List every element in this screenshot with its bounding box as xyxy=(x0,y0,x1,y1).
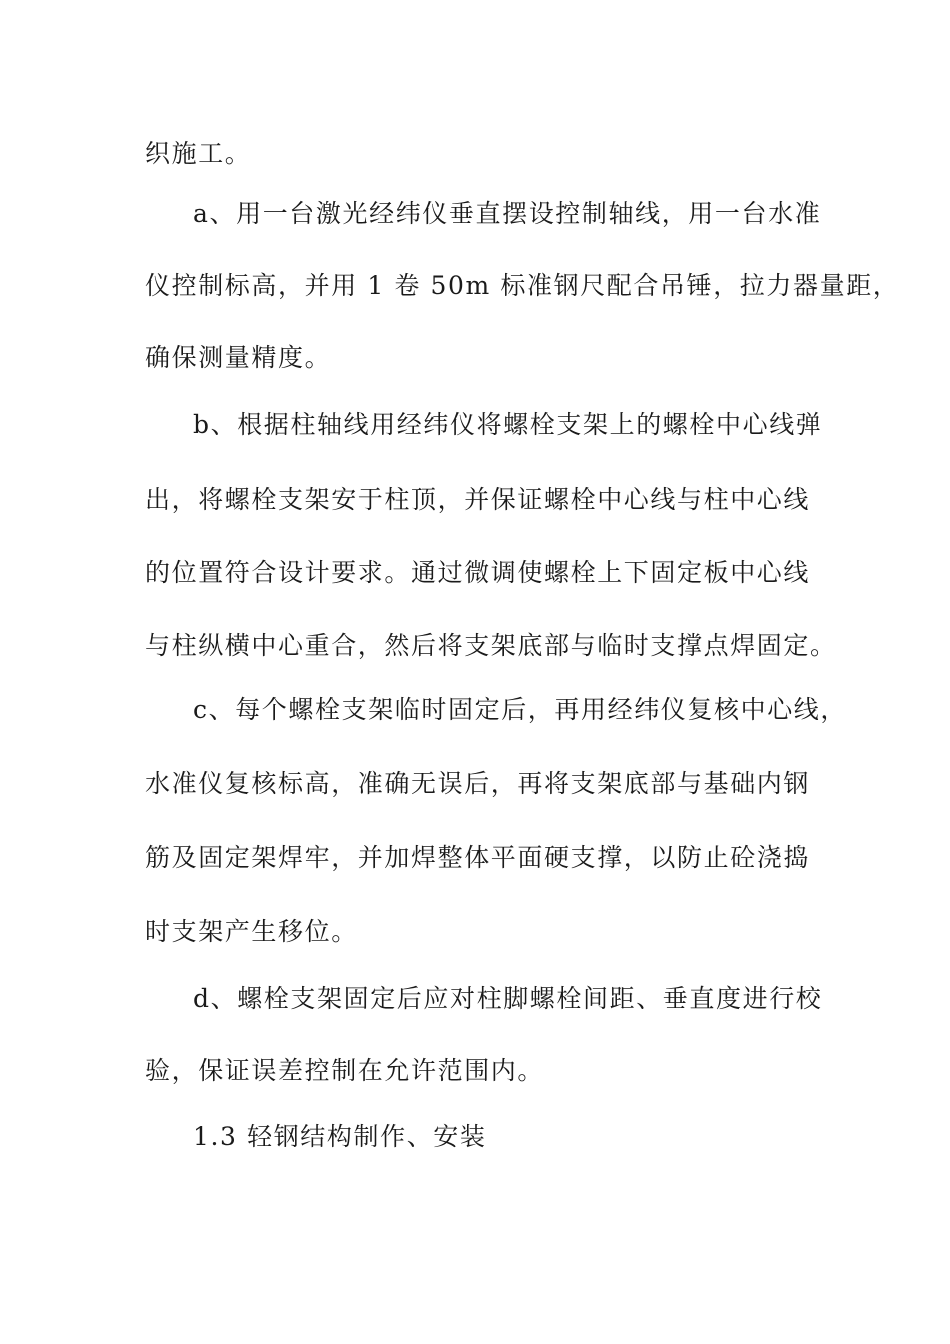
paragraph-line: 水准仪复核标高，准确无误后，再将支架底部与基础内钢 xyxy=(145,769,811,798)
paragraph-line: c、每个螺栓支架临时固定后，再用经纬仪复核中心线， xyxy=(193,695,848,724)
paragraph-line: 的位置符合设计要求。通过微调使螺栓上下固定板中心线 xyxy=(145,558,811,587)
section-heading: 1.3 轻钢结构制作、安装 xyxy=(193,1122,487,1151)
paragraph-line: d、螺栓支架固定后应对柱脚螺栓间距、垂直度进行校 xyxy=(193,984,823,1013)
paragraph-line: 时支架产生移位。 xyxy=(145,917,358,946)
paragraph-line: 与柱纵横中心重合，然后将支架底部与临时支撑点焊固定。 xyxy=(145,631,837,660)
paragraph-line: 验，保证误差控制在允许范围内。 xyxy=(145,1056,545,1085)
paragraph-line: b、根据柱轴线用经纬仪将螺栓支架上的螺栓中心线弹 xyxy=(193,410,823,439)
paragraph-line: 仪控制标高，并用 1 卷 50m 标准钢尺配合吊锤，拉力器量距， xyxy=(145,271,900,300)
paragraph-line: a、用一台激光经纬仪垂直摆设控制轴线，用一台水准 xyxy=(193,199,822,228)
paragraph-line: 确保测量精度。 xyxy=(145,343,332,372)
paragraph-line: 筋及固定架焊牢，并加焊整体平面硬支撑，以防止砼浇捣 xyxy=(145,843,811,872)
paragraph-line: 织施工。 xyxy=(145,139,252,168)
paragraph-line: 出，将螺栓支架安于柱顶，并保证螺栓中心线与柱中心线 xyxy=(145,485,811,514)
